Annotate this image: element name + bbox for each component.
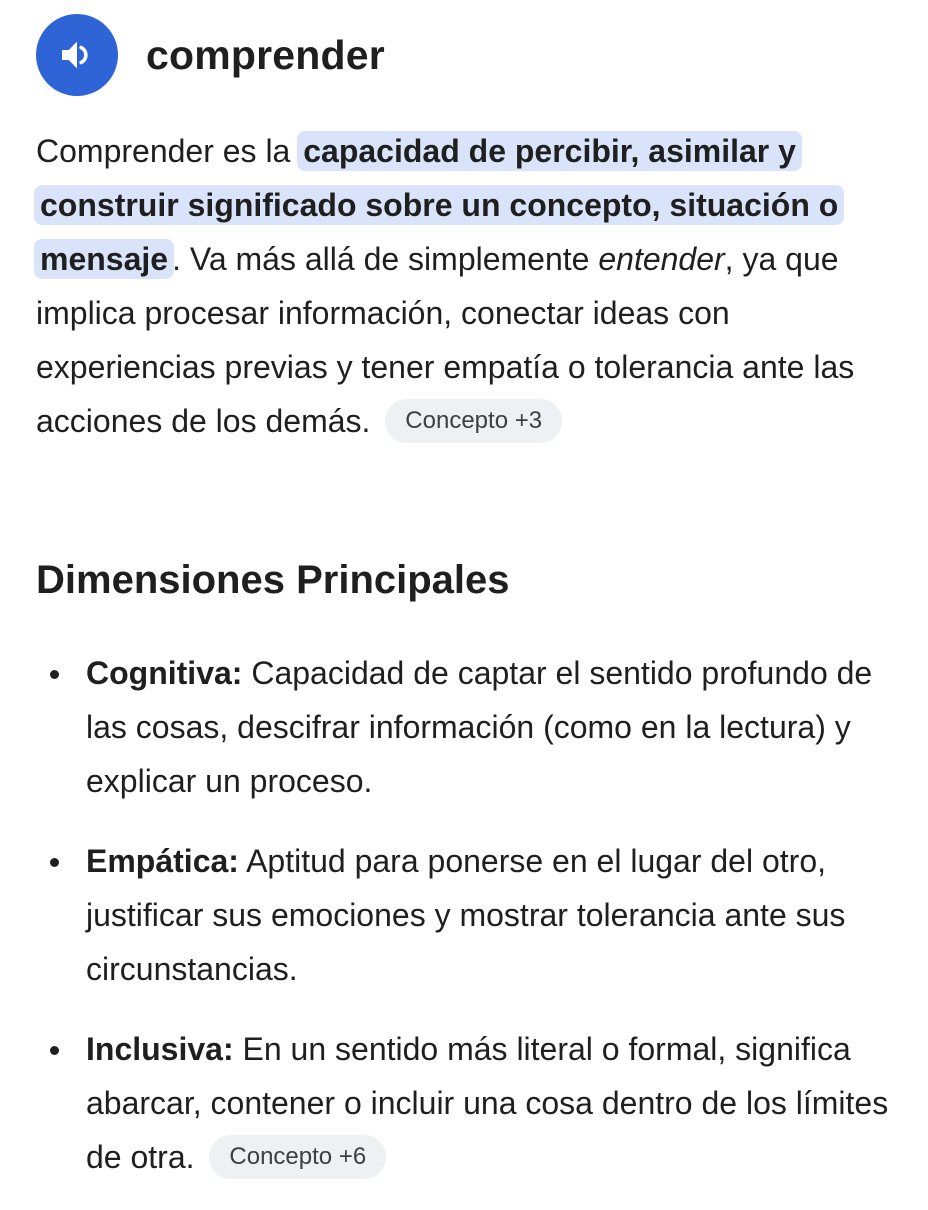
dimensions-list [36,646,896,1210]
item-term: Inclusiva: [86,1031,234,1067]
item-term: Empática: [86,843,239,879]
definition-lead: Comprender es la [36,133,291,169]
speaker-volume-icon [57,35,97,75]
item-term: Cognitiva: [86,655,243,691]
source-chip-concepto[interactable]: Concepto +3 [385,399,562,443]
bullet-icon [50,1046,59,1055]
item-text: Aptitud para ponerse en el lugar del otro, justificar sus emociones y mostrar tolerancia ante sus circunstancias. [86,843,846,987]
bullet-icon [50,670,59,679]
source-chip-concepto[interactable]: Concepto +6 [209,1135,386,1179]
word-header [36,14,385,96]
definition-rest: , ya que implica procesar información, conectar ideas con experiencias previas y tener empatía o tolerancia ante las acciones de los demás. [36,241,855,439]
item-text: En un sentido más literal o formal, significa abarcar, contener o incluir una cosa dentro de los límites de otra. [86,1031,889,1175]
list-item-cognitiva [36,646,896,808]
headword: comprender [146,31,385,78]
item-text: Capacidad de captar el sentido profundo de las cosas, descifrar información (como en la lectura) y explicar un proceso. [86,655,873,799]
definition-italic-word: entender [598,241,725,277]
list-item-inclusiva [36,1022,896,1184]
bullet-icon [50,858,59,867]
pronunciation-button[interactable] [36,14,118,96]
section-title: Dimensiones Principales [36,558,510,602]
list-item-empatica [36,834,896,996]
definition-continuation: . Va más allá de simplemente [172,241,599,277]
definition-paragraph [36,124,896,448]
highlighted-definition[interactable]: capacidad de percibir, asimilar y construir significado sobre un concepto, situación o mensaje [34,131,844,279]
